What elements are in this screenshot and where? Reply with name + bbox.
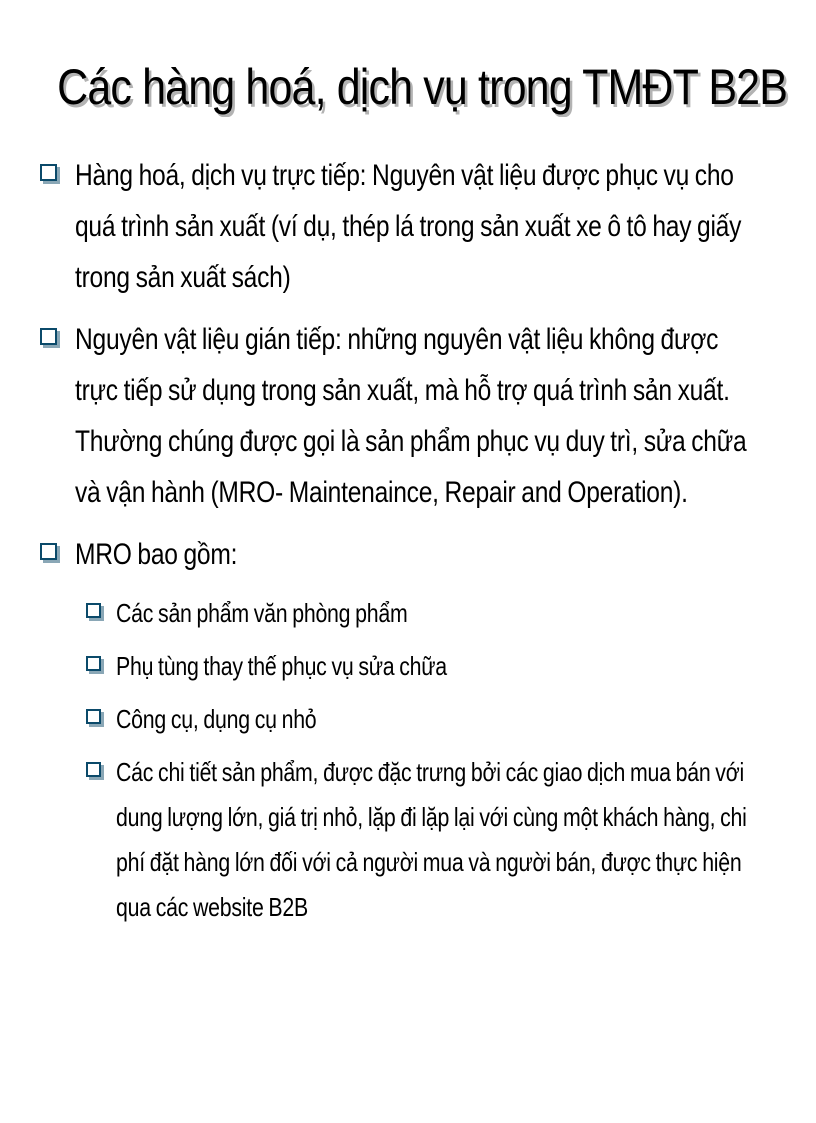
sub-bullet-text: Các chi tiết sản phẩm, được đặc trưng bởi các giao dịch mua bán với dung lượng lớn, giá trị nhỏ, lặp đi lặp lại với cùng một khách hàng, chi phí đặt hàng lớn đối với cả người mua và người bán, được thực hiện qua các website B2B [116,757,747,922]
bullet-item [0,314,816,518]
square-bullet-icon [86,709,101,724]
square-bullet-icon [86,762,101,777]
square-bullet-icon [40,328,57,345]
square-bullet-icon [86,603,101,618]
bullet-item [0,529,816,580]
bullet-text: Nguyên vật liệu gián tiếp: những nguyên vật liệu không được trực tiếp sử dụng trong sản xuất, mà hỗ trợ quá trình sản xuất. Thường chúng được gọi là sản phẩm phục vụ duy trì, sửa chữa và vận hành (MRO- Maintenaince, Repair and Operation). [75,323,747,509]
square-bullet-icon [86,656,101,671]
sub-bullet-text: Phụ tùng thay thế phục vụ sửa chữa [116,651,447,681]
square-bullet-icon [40,543,57,560]
sub-bullet-item [0,591,816,636]
square-bullet-icon [40,164,57,181]
bullet-text: MRO bao gồm: [75,538,238,571]
bullet-item [0,150,816,303]
bullet-list [0,150,816,938]
slide-title: Các hàng hoá, dịch vụ trong TMĐT B2B [57,59,788,115]
sub-bullet-text: Các sản phẩm văn phòng phẩm [116,598,408,628]
sub-bullet-item [0,750,816,930]
sub-bullet-item [0,697,816,742]
sub-bullet-text: Công cụ, dụng cụ nhỏ [116,704,317,734]
sub-bullet-item [0,644,816,689]
bullet-text: Hàng hoá, dịch vụ trực tiếp: Nguyên vật liệu được phục vụ cho quá trình sản xuất (ví dụ, thép lá trong sản xuất xe ô tô hay giấy trong sản xuất sách) [75,159,742,294]
